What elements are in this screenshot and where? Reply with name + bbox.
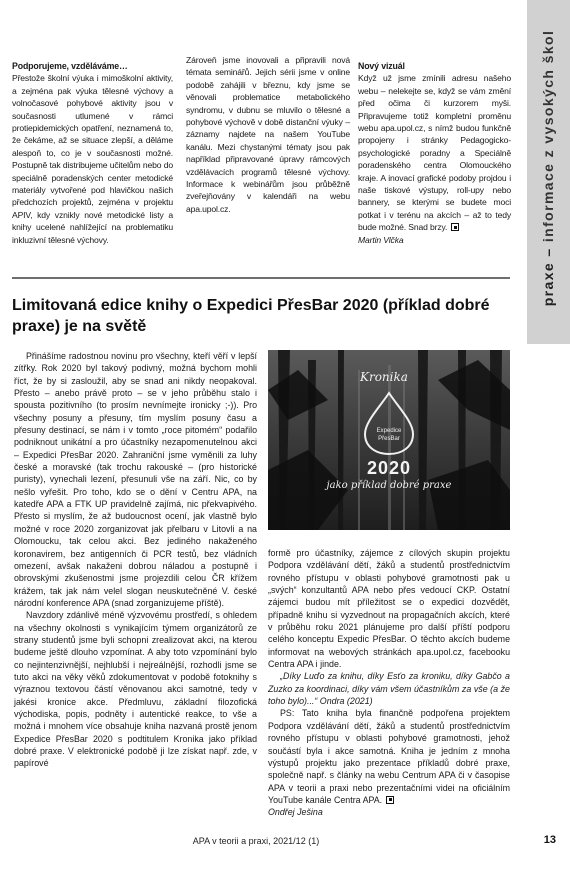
drop-logo-icon: [359, 390, 419, 456]
signature-vlcka: Martin Vlčka: [358, 234, 404, 245]
article-ps-text: PS: Tato kniha byla finančně podpořena projektem Podpora vzdělávání dětí, žáků a studentů prostřednictvím rovného přístupu v oblasti pohybové gramotnosti, jehož součástí byla i akce samotná. Kniha je jedním z mnoha výstupů projektu jako prezentace příkladů dobré praxe, společně např. s články na webu Centrum APA či v časopise APA v teorii a praxi nebo prezentačními videi na oficiálním YouTube kanále Centra APA.: [268, 708, 510, 805]
article-paragraph-1: Přinášíme radostnou novinu pro všechny, kteří věří v lepší zítřky. Rok 2020 byl takový podivný, možná bychom mohli říct, že by si zasloužil, aby se snad ani nikdy neopakoval. Přesto – anebo právě proto – se v jeho průběhu stalo i spousta pozitivního (to prosím nevnímejte ironicky ;-)). Pro všechny posuny a přesuny, tím myslím posuny času a přesuny destinací, se nám i v tomto „roce pitomém“ podařilo podniknout unikátní a pro účastníky nezapomenutelnou akci – Expedici PřesBar 2020. Zahraniční jsme vyměnili za luhy české a moravské (tak trochu rakouské – (pro historické puristy), vynechali lezení, přesunuli vše na září. Nic, co by nešlo vyřešit. Pro toho, kdo se o dění v Centru APA, na katedře APA a FTK UP pravidelně zajímá, nic překvapivého. Přesto si myslím, že až budoucnost ocení, jak vlastně bylo možné v roce 2020 zorganizovat jak přelbaru v Litovli a na Olomoucku, tak celou akci. Bez jediného nakaženého koronavirem, bez antigenních či PCR testů, bez vládních omezení, avšak nakaženi dobrou náladou a postupně i obrovskými zkušenostmi jsme projezdili celou ČR křížem krážem, tak jak nám velel slogan neuskutečněné V. české národní konference APA (snad zorganizujeme příště).: [14, 351, 257, 608]
photo-year: 2020: [366, 458, 412, 478]
article-paragraph-2: Navzdory zdánlivě méně výzvovému prostředí, s ohledem na všechny okolnosti s vynikajícím týmem organizátorů ze strany studentů jsme byli schopni zrealizovat akci, na kterou budeme ještě dlouho vzpomínat. A aby toto vzpomínání bylo co nejintenzivnější, nejhlubší i nejreálnější, rozhodli jsme se tuto akci na věky věků zdokumentovat v podobě fotoknihy s výraznou textovou částí věnovanou akci samotné, tedy v jakési kronice akce. Předmluvu, základní filozofická východiska, popis, podněty i autentické reakce, to vše a možná i mnohem více obsahuje kniha nazvaná prostě jenom Expedice PřesBar 2020 s podtitulem Kronika jako příklad dobré praxe. V elektronické podobě ji lze získat např. zde, v papírové: [14, 610, 257, 769]
section-side-label: [540, 30, 556, 307]
article-ps: [268, 707, 510, 806]
signature-jesina: Ondřej Ješina: [268, 807, 323, 818]
subheading-podporujeme: Podporujeme, vzděláváme…: [12, 61, 128, 71]
photo-title: Kronika: [360, 370, 408, 384]
page-footer: APA v teorii a praxi, 2021/12 (1): [192, 836, 320, 846]
logo-line-1: Expedice: [376, 428, 402, 434]
photo-caption: jako příklad dobré praxe: [326, 480, 452, 491]
column-top-middle: [186, 54, 350, 215]
page-number: 13: [543, 834, 556, 846]
paragraph-podporujeme: Přestože školní výuka i mimoškolní aktivity, a zejména pak výuka tělesné výchovy a volnočasové pohybové aktivity jsou v současnosti utlumené v rámci protiepidemických opatření, neznamená to, že čekáme, až se situace zlepší, a děláme alespoň to, co je v současnosti možné. Postupně tak distribujeme učitelům nebo do speciálně poradenských center metodické materiály vytvořené pod hlavičkou našich předchozích projektů, zejména v projektu APIV, kdy vznikly nové metodické listy a knihy ucelené nahlížející na problematiku inkluzivní tělesné výchovy.: [12, 73, 173, 245]
section-divider: [12, 277, 510, 279]
book-cover-photo: [268, 350, 510, 530]
end-of-article-icon: [451, 223, 459, 231]
section-subtitle: informace z vysokých škol: [540, 29, 556, 243]
article-quote: „Díky Luďo za knihu, díky Esťo za kroniku, díky Gabčo a Zuzko za koordinaci, díky vám všem účastníkům za vše (a že toho bylo)...“ Ondra (2021): [268, 671, 510, 707]
article-column-left: [14, 350, 257, 770]
section-name: praxe: [540, 261, 556, 307]
logo-line-2: PřesBar: [378, 436, 400, 442]
article-headline: Limitovaná edice knihy o Expedici PřesBar 2020 (příklad dobré praxe) je na světě: [12, 297, 490, 335]
end-of-article-icon: [386, 796, 394, 804]
subheading-novy-vizual: Nový vizuál: [358, 61, 405, 71]
column-top-right: [358, 60, 511, 246]
article-paragraph-3: formě pro účastníky, zájemce z cílových skupin projektu Podpora vzdělávání dětí, žáků a studentů prostřednictvím rovného přístupu v oblasti pohybové gramotnosti pak u „svých“ konzultantů APA nebo přes vedoucí CKP. Ostatní zájemci budou mít příležitost se o expedici dozvědět, případně knihu si vyzvednout na propagačních akcích, které v průběhu roku 2021 plánujeme pro další příští podporu celého konceptu Expedic PřesBar. O těchto akcích budeme informovat na webových stránkách apa.upol.cz, facebooku Centra APA i jinde.: [268, 548, 510, 670]
article-column-right: [268, 547, 510, 819]
column-top-left: [12, 60, 173, 246]
section-dash: –: [540, 247, 556, 257]
paragraph-seminare: Zároveň jsme inovovali a připravili nová témata seminářů. Jejich sérii jsme v online podobě zahájili v březnu, kdy jsme se věnovali problematice metabolického syndromu, v dubnu se mluvilo o tělesné a pohybové výchově v době distanční výuky – záznamy najdete na našem YouTube kanálu. Mezi chystanými tématy jsou pak například připravované úpravy rámcových vzdělávacích programů tělesné výchovy. Informace k webinářům jsou průběžně zveřejňovány v kalendáři na webu apa.upol.cz.: [186, 55, 350, 214]
paragraph-novy-vizual-text: Když už jsme zmínili adresu našeho webu – nelekejte se, když se vám změní před očima či kurzorem myši. Připravujeme totiž kompletní proměnu webu apa.upol.cz, s nímž budou funkčně propojeny i stránky Pedagogicko-psychologické poradny a Speciálně poradenského centra Olomouckého kraje. A inovací grafické podoby projdou i naše tiskové výstupy, roll-upy nebo bannery, se kterými se budete moci potkat i v terénu na akcích – až to tedy bude možné. Snad brzy.: [358, 73, 511, 233]
paragraph-novy-vizual: [358, 72, 511, 233]
